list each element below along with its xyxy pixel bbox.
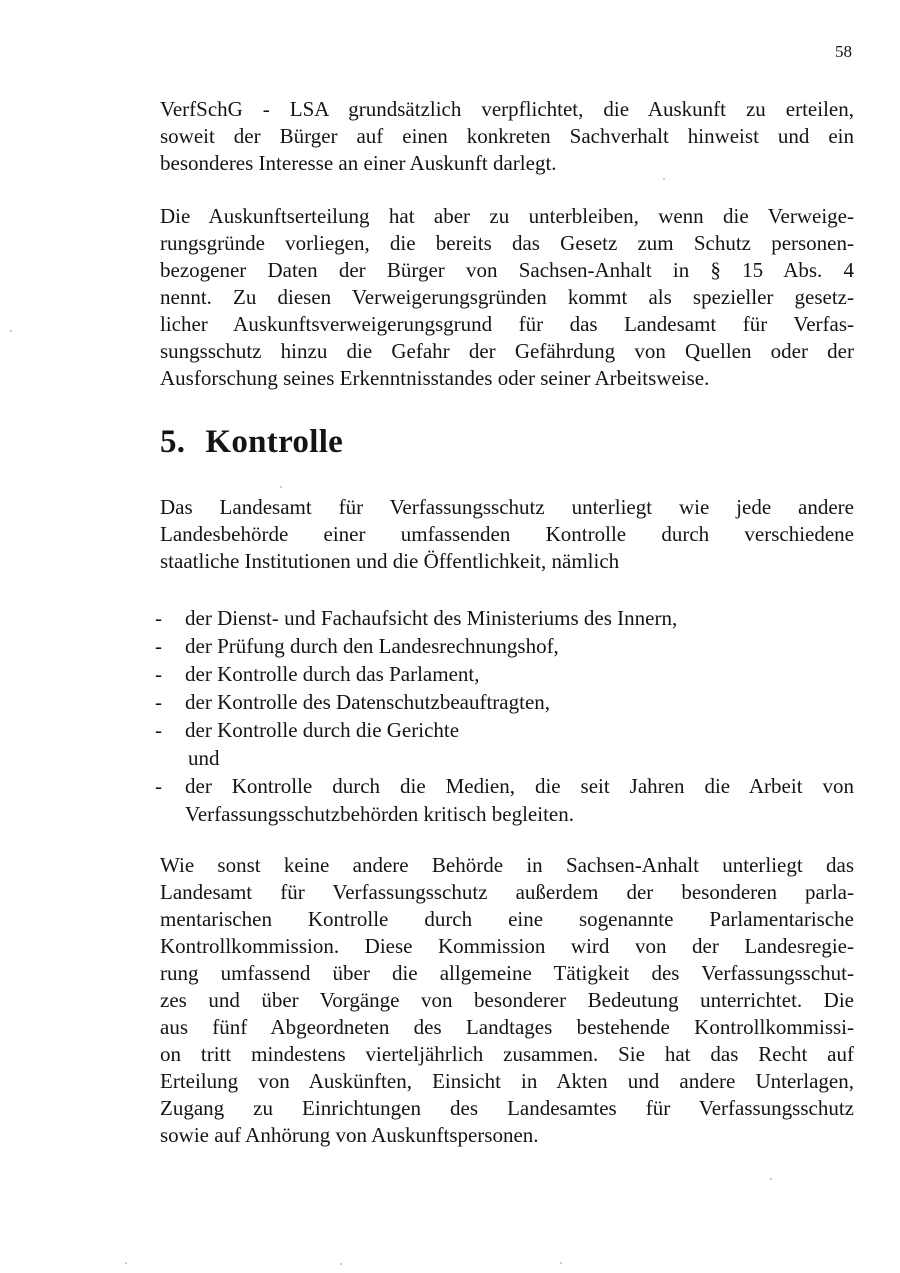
paragraph-line: mentarischen Kontrolle durch eine sogenannte Parlamentarische xyxy=(160,907,854,931)
section-heading xyxy=(160,424,343,461)
paragraph-line: VerfSchG - LSA grundsätzlich verpflichtet, die Auskunft zu erteilen, xyxy=(160,97,854,121)
paragraph-line: Zugang zu Einrichtungen des Landesamtes für Verfassungsschutz xyxy=(160,1096,854,1120)
paragraph-line: Ausforschung seines Erkenntnisstandes oder seiner Arbeitsweise. xyxy=(160,366,710,390)
paragraph-line: sowie auf Anhörung von Auskunftspersonen. xyxy=(160,1123,539,1147)
paragraph-line: Die Auskunftserteilung hat aber zu unterbleiben, wenn die Verweige- xyxy=(160,204,854,228)
list-item-text: der Kontrolle des Datenschutzbeauftragten, xyxy=(185,690,551,714)
scan-speck xyxy=(10,330,12,332)
paragraph-line: Erteilung von Auskünften, Einsicht in Akten und andere Unterlagen, xyxy=(160,1069,854,1093)
list-item-text: der Prüfung durch den Landesrechnungshof, xyxy=(185,634,559,658)
paragraph-line: zes und über Vorgänge von besonderer Bedeutung unterrichtet. Die xyxy=(160,988,854,1012)
list-item xyxy=(155,660,854,688)
list-item xyxy=(155,688,854,716)
list-bullet: - xyxy=(155,606,162,630)
list-item-text-continued: Verfassungsschutzbehörden kritisch begleiten. xyxy=(185,802,574,826)
paragraph-parlamentarische-kontrolle xyxy=(160,852,854,1149)
scan-speck xyxy=(560,1262,562,1264)
list-connector: und xyxy=(188,746,220,770)
list-item-text: der Kontrolle durch die Medien, die seit Jahren die Arbeit von xyxy=(185,774,854,798)
paragraph-line: Landesbehörde einer umfassenden Kontrolle durch verschiedene xyxy=(160,522,854,546)
list-item xyxy=(155,632,854,660)
paragraph-auskunftserteilung xyxy=(160,203,854,392)
paragraph-line: bezogener Daten der Bürger von Sachsen-Anhalt in § 15 Abs. 4 xyxy=(160,258,854,282)
paragraph-line: Landesamt für Verfassungsschutz außerdem der besonderen parla- xyxy=(160,880,854,904)
paragraph-line: nennt. Zu diesen Verweigerungsgründen kommt als spezieller gesetz- xyxy=(160,285,854,309)
list-bullet: - xyxy=(155,662,162,686)
scan-speck xyxy=(663,178,665,180)
paragraph-line: rung umfassend über die allgemeine Tätigkeit des Verfassungsschut- xyxy=(160,961,854,985)
scan-speck xyxy=(280,486,282,488)
section-title: Kontrolle xyxy=(205,424,344,460)
control-list xyxy=(155,604,854,828)
paragraph-line: staatliche Institutionen und die Öffentlichkeit, nämlich xyxy=(160,549,620,573)
list-item-text: der Kontrolle durch das Parlament, xyxy=(185,662,480,686)
list-bullet: - xyxy=(155,634,162,658)
section-number: 5. xyxy=(160,424,186,460)
paragraph-verfschg-auskunft xyxy=(160,96,854,177)
paragraph-line: on tritt mindestens vierteljährlich zusammen. Sie hat das Recht auf xyxy=(160,1042,854,1066)
page-number: 58 xyxy=(835,42,852,61)
scan-speck xyxy=(340,1263,342,1265)
list-bullet: - xyxy=(155,690,162,714)
paragraph-line: sungsschutz hinzu die Gefahr der Gefährdung von Quellen oder der xyxy=(160,339,854,363)
scan-speck xyxy=(125,1262,127,1264)
paragraph-kontrolle-intro xyxy=(160,494,854,575)
paragraph-line: rungsgründe vorliegen, die bereits das Gesetz zum Schutz personen- xyxy=(160,231,854,255)
list-bullet: - xyxy=(155,718,162,742)
list-item xyxy=(155,604,854,632)
scan-speck xyxy=(770,1178,772,1180)
list-bullet: - xyxy=(155,774,162,798)
paragraph-line: Das Landesamt für Verfassungsschutz unterliegt wie jede andere xyxy=(160,495,854,519)
paragraph-line: licher Auskunftsverweigerungsgrund für das Landesamt für Verfas- xyxy=(160,312,854,336)
paragraph-line: Wie sonst keine andere Behörde in Sachsen-Anhalt unterliegt das xyxy=(160,853,854,877)
list-item-text: der Kontrolle durch die Gerichte xyxy=(185,718,460,742)
paragraph-line: aus fünf Abgeordneten des Landtages bestehende Kontrollkommissi- xyxy=(160,1015,854,1039)
paragraph-line: besonderes Interesse an einer Auskunft darlegt. xyxy=(160,151,557,175)
paragraph-line: soweit der Bürger auf einen konkreten Sachverhalt hinweist und ein xyxy=(160,124,854,148)
list-item xyxy=(155,716,854,744)
list-item-text: der Dienst- und Fachaufsicht des Ministeriums des Innern, xyxy=(185,606,678,630)
paragraph-line: Kontrollkommission. Diese Kommission wird von der Landesregie- xyxy=(160,934,854,958)
list-item xyxy=(155,772,854,828)
